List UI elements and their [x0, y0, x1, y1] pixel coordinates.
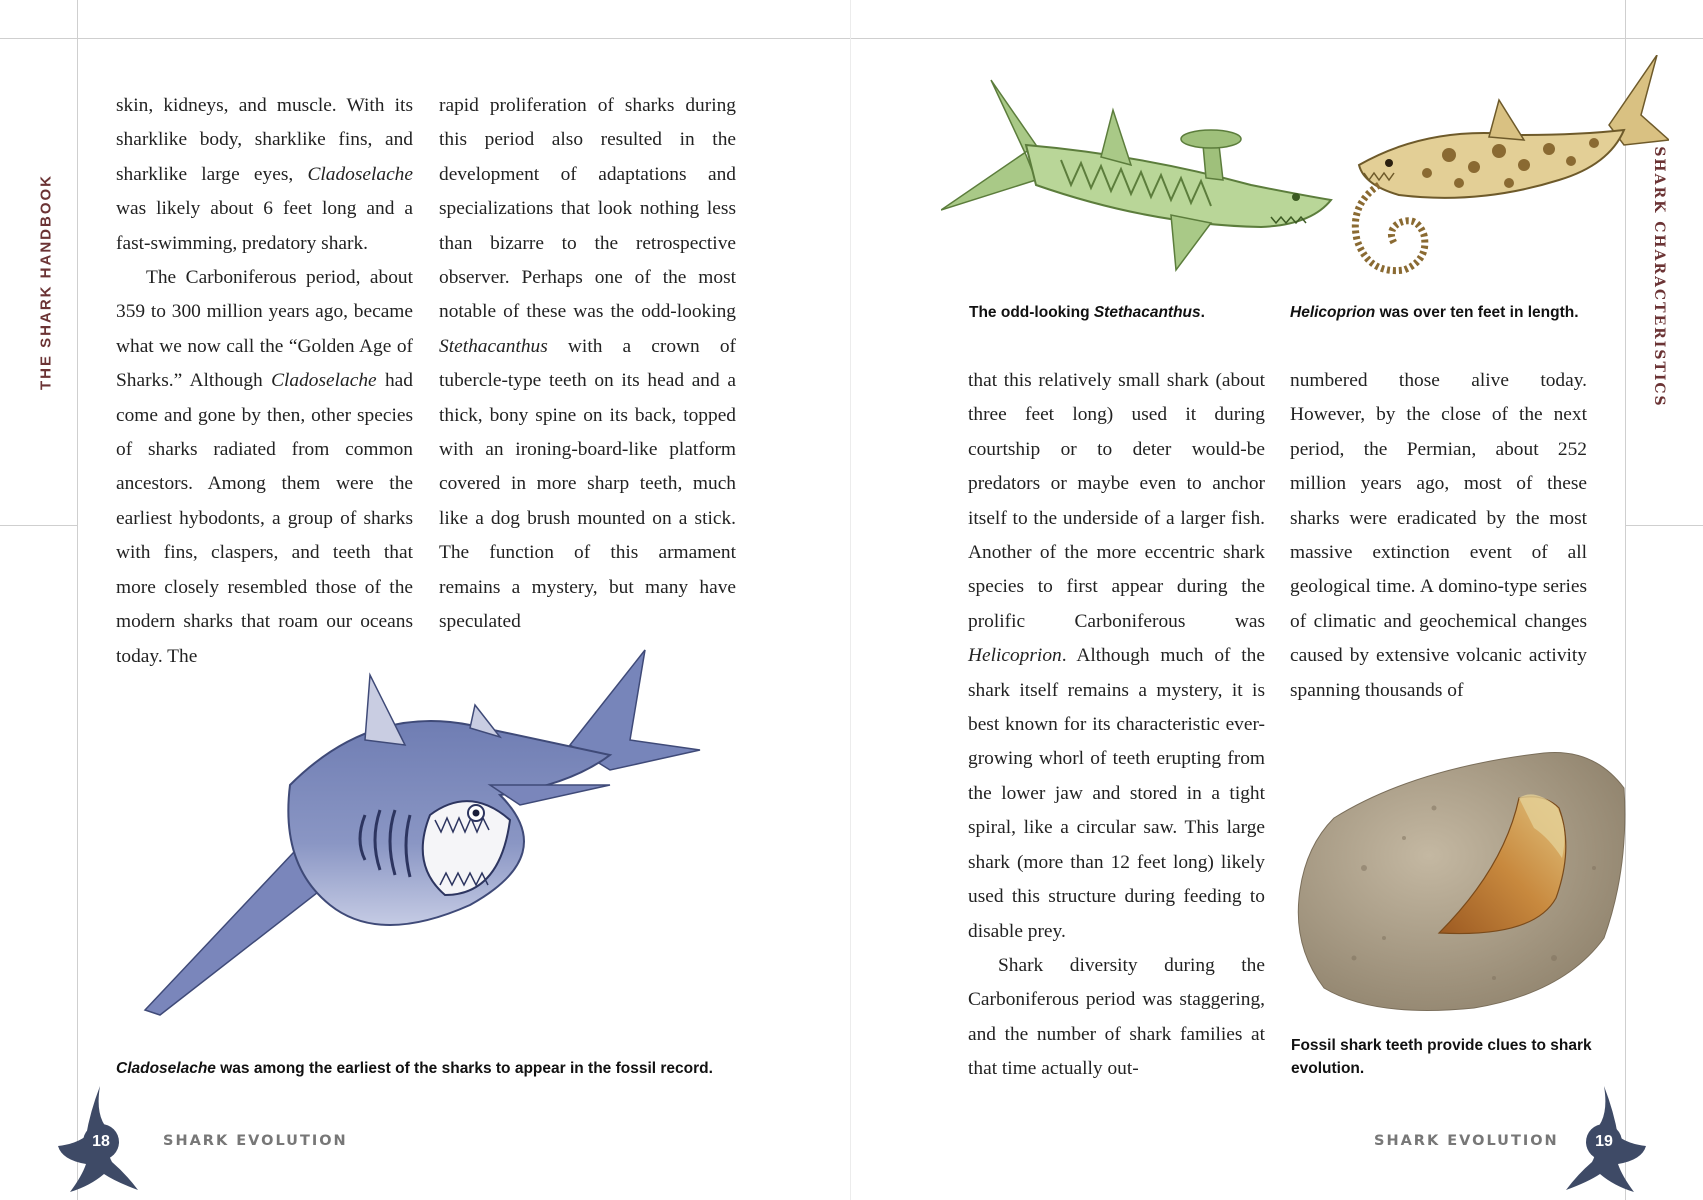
caption-helicoprion: [1290, 301, 1620, 324]
caption-text: was over ten feet in length.: [1375, 304, 1579, 321]
text-column-1: [116, 89, 413, 674]
caption-emphasis: Stethacanthus: [1093, 304, 1201, 321]
caption-stethacanthus: [969, 301, 1259, 324]
margin-rule: [77, 0, 78, 1200]
paragraph: Shark diversity during the Carboniferous period was staggering, and the number of shark families at that time actually out-: [968, 954, 1265, 1080]
caption-emphasis: Cladoselache: [116, 1060, 216, 1077]
stethacanthus-illustration: [941, 75, 1361, 275]
caption-fossil: Fossil shark teeth provide clues to shark evolution.: [1291, 1037, 1592, 1077]
text-column-2: [439, 89, 736, 640]
footer-label: SHARK EVOLUTION: [163, 1133, 348, 1149]
caption-emphasis: Helicoprion: [1290, 304, 1376, 321]
edge-tick: [1625, 525, 1703, 526]
paragraph: numbered those alive today. However, by the close of the next period, the Permian, about 252 million years ago, most of these sharks were eradicated by the most massive extinction event of all geological time. A domino-type series of climatic and geochemical changes caused by extensive volcanic activity spanning thousands of: [1290, 370, 1587, 701]
footer-label: SHARK EVOLUTION: [1374, 1133, 1559, 1149]
right-page: [851, 0, 1703, 1200]
caption-text: was among the earliest of the sharks to appear in the fossil record.: [215, 1060, 713, 1077]
left-page: [0, 0, 851, 1200]
edge-tick: [0, 525, 77, 526]
paragraph: skin, kidneys, and muscle. With its sharklike body, sharklike fins, and sharklike large eyes, Cladoselache was likely about 6 feet long and a fast-swimming, predatory shark.: [116, 95, 413, 254]
top-rule: [0, 38, 851, 39]
page-number: 18: [83, 1124, 119, 1160]
caption-cladoselache: [116, 1057, 816, 1080]
top-rule: [851, 38, 1703, 39]
paragraph: that this relatively small shark (about three feet long) used it during courtship or to deter would-be predators or maybe even to anchor itself to the underside of a larger fish. Another of the more eccentric shark species to first appear during the prolific Carboniferous was Helicoprion. Although much of the shark itself remains a mystery, it is best known for its characteristic ever-growing whorl of teeth erupting from the lower jaw and stored in a tight spiral, like a circular saw. This large shark (more than 12 feet long) likely used this structure during feeding to disable prey.: [968, 370, 1265, 942]
cladoselache-illustration: [140, 645, 710, 1025]
caption-text: The odd-looking: [969, 304, 1094, 321]
fossil-tooth-photo: [1294, 748, 1629, 1018]
page-number: 19: [1586, 1124, 1622, 1160]
caption-text: .: [1200, 304, 1205, 321]
running-head: SHARK CHARACTERISTICS: [1651, 146, 1667, 408]
helicoprion-illustration: [1339, 55, 1669, 290]
text-column-2: [1290, 364, 1587, 708]
paragraph: rapid proliferation of sharks during this period also resulted in the development of adaptations and specializations that look nothing less than bizarre to the retrospective observer. Perhaps one of the most notable of these was the odd-looking Stethacanthus with a crown of tubercle-type teeth on its head and a thick, bony spine on its back, topped with an ironing-board-like platform covered in more sharp teeth, much like a dog brush mounted on a stick. The function of this armament remains a mystery, but many have speculated: [439, 95, 736, 633]
paragraph: The Carboniferous period, about 359 to 300 million years ago, became what we now call the “Golden Age of Sharks.” Although Cladoselache had come and gone by then, other species of sharks radiated from common ancestors. Among them were the earliest hybodonts, a group of sharks with fins, claspers, and teeth that more closely resembled those of the modern sharks that roam our oceans today. The: [116, 267, 413, 667]
running-head: THE SHARK HANDBOOK: [37, 174, 55, 390]
text-column-1: [968, 364, 1265, 1087]
